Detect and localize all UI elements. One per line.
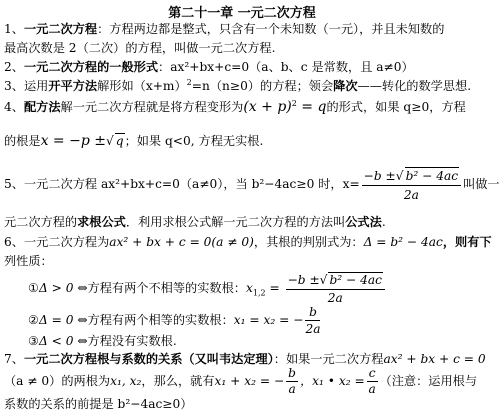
section-6-bold-tail: ，则有下 xyxy=(442,235,492,249)
section-6-discriminant: Δ = b² − 4ac xyxy=(363,235,443,249)
section-5-post: 叫做一 xyxy=(463,177,500,191)
section-4-pre: 解一元二次方程就是将方程变形为 xyxy=(60,100,244,114)
section-5-cont-mid: ．利用求根公式解一元二次方程的方法叫 xyxy=(125,215,346,229)
section-2-formula: ：ax²+bx+c=0（a、b、c 是常数，且 a≠0） xyxy=(158,60,414,74)
section-3-mid2: =n（n≥0）的方程；领会 xyxy=(191,79,334,93)
section-6-mid: ，其根的判别式为： xyxy=(253,235,364,249)
section-1-line-1 xyxy=(4,22,444,36)
chapter-title: 第二十一章 一元二次方程 xyxy=(168,6,316,21)
section-6-pre: 一元二次方程为 xyxy=(23,235,110,249)
section-3-term-reduce: 降次 xyxy=(333,79,358,93)
section-2-number: 2、 xyxy=(4,60,24,74)
section-6-equation: ax² + bx + c = 0(a ≠ 0) xyxy=(109,235,254,249)
section-7-number: 7、 xyxy=(4,352,24,366)
section-3-line xyxy=(4,79,471,93)
section-6-property-1 xyxy=(28,270,387,306)
section-7-line-1 xyxy=(4,352,486,366)
property-2-text: 方程有两个相等的实数根： xyxy=(87,313,234,327)
property-2-lead: ② xyxy=(28,313,39,327)
property-2-condition: Δ = 0 ⇔ xyxy=(38,313,88,327)
section-4-root-radicand: q xyxy=(115,134,124,148)
section-7-sum-formula: x₁ + x₂ = − xyxy=(214,374,285,388)
section-7-product-formula: ，x₁ • x₂ = xyxy=(299,374,365,388)
section-7-cont-mid: ，那么，就有 xyxy=(141,374,215,388)
section-1-definition: ：方程两边都是整式，只含有一个未知数（一元），并且未知数的 xyxy=(97,22,445,36)
section-3-post: ——转化的数学思想. xyxy=(357,79,472,93)
section-7-product-denominator: a xyxy=(368,382,376,396)
property-3-lead: ③ xyxy=(28,334,39,348)
section-3-pre: 运用 xyxy=(23,79,49,93)
property-1-numerator: −b ± xyxy=(287,272,320,287)
section-5-line-2 xyxy=(4,215,386,229)
property-1-equals: = xyxy=(265,281,284,295)
section-5-formula-denominator: 2a xyxy=(403,187,419,202)
section-7-sum-fraction xyxy=(286,367,298,396)
section-7-sum-numerator: b xyxy=(288,366,296,380)
section-7-equation: ax² + bx + c = 0 xyxy=(383,352,486,366)
section-7-roots: x₁, x₂ xyxy=(110,374,142,388)
property-1-denominator: 2a xyxy=(327,290,343,305)
section-4-number: 4、 xyxy=(4,100,24,114)
property-2-numerator: b xyxy=(305,305,320,321)
property-1-text: 方程有两个不相等的实数根： xyxy=(87,281,246,295)
property-1-subscript: 1,2 xyxy=(252,288,266,298)
section-6-number: 6、 xyxy=(4,235,24,249)
section-1-term: 一元二次方程 xyxy=(23,22,98,36)
section-7-cont-pre: （a ≠ 0）的两根为 xyxy=(4,374,111,388)
section-4-root-post: ；如果 q<0, 方程无实根. xyxy=(124,134,264,148)
section-3-number: 3、 xyxy=(4,79,24,93)
property-1-condition: Δ > 0 ⇔ xyxy=(38,281,88,295)
section-5-cont-pre: 元二次方程的 xyxy=(4,215,78,229)
section-7-term: 一元二次方程根与系数的关系（又叫韦达定理） xyxy=(23,352,274,366)
property-3-text: 方程没有实数根. xyxy=(87,334,177,348)
property-2-equation: x₁ = x₂ = − xyxy=(233,313,304,327)
section-2-line xyxy=(4,60,414,74)
property-3-condition: Δ < 0 ⇔ xyxy=(38,334,88,348)
section-4-root-formula: x = −p ± xyxy=(40,133,106,149)
section-5-quadratic-formula xyxy=(362,167,461,203)
radical-sign: √ xyxy=(319,272,328,287)
section-7-line-2 xyxy=(4,366,477,396)
section-4-root-pre: 的根是 xyxy=(4,134,41,148)
property-1-radicand: b² − 4ac xyxy=(329,272,382,287)
section-5-number: 5、 xyxy=(4,177,24,191)
property-2-fraction xyxy=(305,305,320,336)
section-4-line-1 xyxy=(4,100,466,114)
section-5-end: . xyxy=(381,215,386,229)
section-7-sum-denominator: a xyxy=(288,382,296,396)
section-5-term-formula: 求根公式 xyxy=(77,215,126,229)
section-5-formula-numerator: −b ± xyxy=(363,168,396,183)
section-6-property-3 xyxy=(28,334,177,348)
property-2-denominator: 2a xyxy=(305,322,321,336)
section-1-number: 1、 xyxy=(4,22,24,36)
radical-sign: √ xyxy=(395,168,404,183)
section-7-product-fraction xyxy=(367,367,378,396)
section-7-cont-post: （注意：运用根与 xyxy=(379,374,478,388)
radical-sign: √ xyxy=(105,134,114,148)
section-6-line-1 xyxy=(4,235,492,249)
section-4-expr: (x + p) xyxy=(243,99,292,115)
section-5-term-method: 公式法 xyxy=(345,215,382,229)
section-6-property-2 xyxy=(28,304,322,336)
section-7-product-numerator: c xyxy=(368,366,376,380)
section-6-line-2: 列性质： xyxy=(4,254,53,268)
section-3-term-method: 开平方法 xyxy=(48,79,98,93)
section-4-term: 配方法 xyxy=(23,100,61,114)
section-4-line-2 xyxy=(4,133,263,148)
section-4-exponent: 2 xyxy=(291,98,297,108)
property-1-formula xyxy=(286,272,385,306)
section-5-formula-radicand: b² − 4ac xyxy=(405,168,459,183)
section-7-line-3: 系数的关系的前提是 b²−4ac≥0） xyxy=(4,397,193,411)
section-1-line-2: 最高次数是 2（二次）的方程，叫做一元二次方程. xyxy=(4,41,276,55)
property-1-variable: x xyxy=(245,281,253,295)
section-5-pre: 一元二次方程 ax²+bx+c=0（a≠0），当 b²−4ac≥0 时，x= xyxy=(23,177,360,191)
section-3-mid: 解形如（x+m） xyxy=(97,79,187,93)
section-3-exponent: 2 xyxy=(186,77,192,87)
section-4-post: 的形式，如果 q≥0，方程 xyxy=(326,100,466,114)
section-7-pre: ：如果一元二次方程 xyxy=(273,352,384,366)
section-2-term: 一元二次方程的一般形式 xyxy=(23,60,159,74)
section-5-line-1 xyxy=(4,164,500,204)
section-4-eq: = q xyxy=(296,99,327,115)
property-1-lead: ① xyxy=(28,281,39,295)
